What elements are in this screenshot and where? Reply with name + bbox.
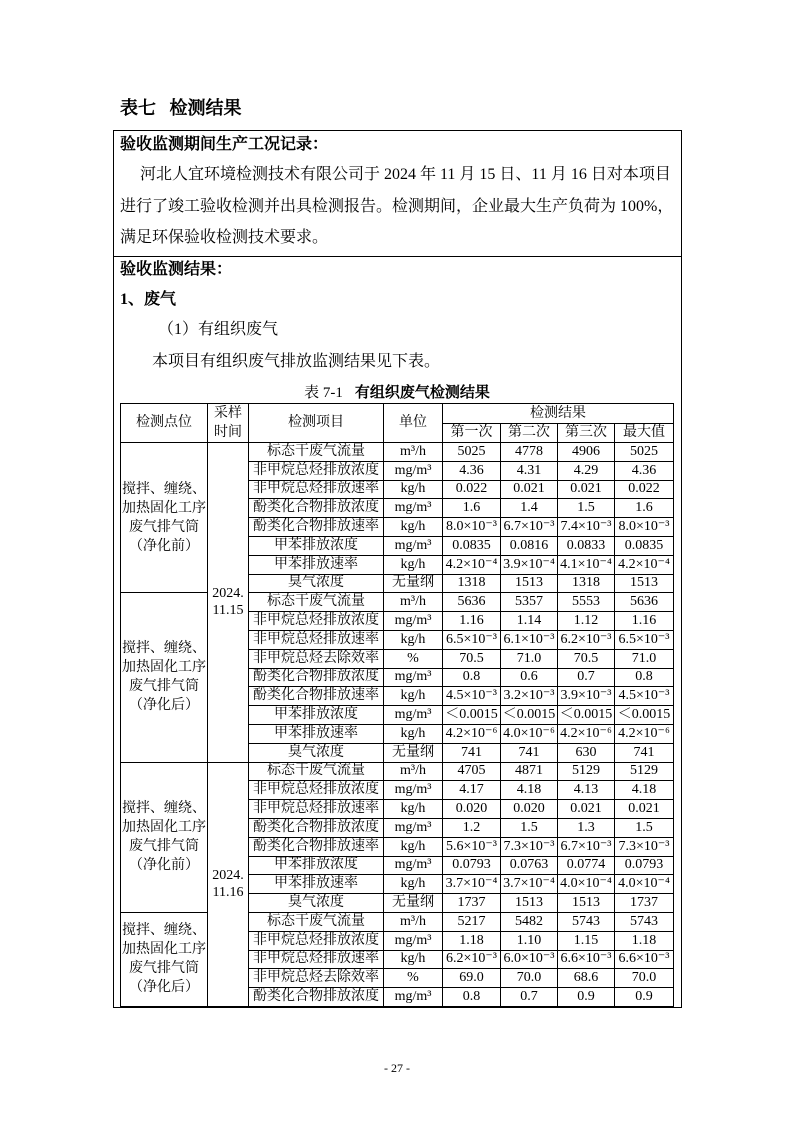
max-value-cell: 0.022	[615, 480, 674, 499]
max-value-cell: 1.6	[615, 499, 674, 518]
result-value-cell: 4705	[443, 762, 501, 781]
test-item-cell: 非甲烷总烃排放浓度	[249, 931, 384, 950]
unit-cell: 无量纲	[384, 743, 443, 762]
test-item-cell: 酚类化合物排放浓度	[249, 988, 384, 1007]
sampling-point-cell	[121, 762, 208, 912]
test-item-cell: 非甲烷总烃排放浓度	[249, 781, 384, 800]
result-value-cell: 0.022	[443, 480, 501, 499]
sampling-point-label-line: 废气排气筒	[129, 519, 199, 535]
result-value-cell: 68.6	[558, 969, 615, 988]
test-item-cell: 酚类化合物排放浓度	[249, 668, 384, 687]
test-item-cell: 酚类化合物排放速率	[249, 837, 384, 856]
test-item-cell: 标态干废气流量	[249, 912, 384, 931]
result-value-cell: 1.16	[443, 612, 501, 631]
result-value-cell: 4.31	[501, 461, 558, 480]
result-value-cell: 1.6	[443, 499, 501, 518]
result-value-cell: 1.15	[558, 931, 615, 950]
production-heading: 验收监测期间生产工况记录：	[120, 136, 329, 153]
result-value-cell: 4.13	[558, 781, 615, 800]
unit-cell: m³/h	[384, 443, 443, 462]
result-value-cell: 1.12	[558, 612, 615, 631]
result-value-cell: 1.5	[501, 818, 558, 837]
sampling-point-label-line: （净化后）	[129, 980, 199, 996]
sampling-point-label-line: 加热固化工序	[122, 942, 206, 958]
result-value-cell: 1737	[443, 894, 501, 913]
result-value-cell: 0.0833	[558, 536, 615, 555]
sampling-date-line: 11.15	[212, 603, 244, 619]
max-value-cell: 1.5	[615, 818, 674, 837]
result-value-cell: 7.4×10⁻³	[558, 518, 615, 537]
unit-cell: kg/h	[384, 480, 443, 499]
test-item-cell: 酚类化合物排放速率	[249, 687, 384, 706]
result-value-cell: 0.0816	[501, 536, 558, 555]
unit-cell: kg/h	[384, 724, 443, 743]
header-run-second: 第二次	[501, 424, 558, 443]
test-item-cell: 非甲烷总烃排放浓度	[249, 612, 384, 631]
result-value-cell: 0.0793	[443, 856, 501, 875]
max-value-cell: 4.5×10⁻³	[615, 687, 674, 706]
test-item-cell: 标态干废气流量	[249, 762, 384, 781]
result-value-cell: ＜0.0015	[443, 706, 501, 725]
header-unit: 单位	[384, 404, 443, 443]
result-value-cell: 5743	[558, 912, 615, 931]
result-value-cell: 1.5	[558, 499, 615, 518]
result-value-cell: 5482	[501, 912, 558, 931]
result-value-cell: 0.6	[501, 668, 558, 687]
header-item: 检测项目	[249, 404, 384, 443]
unit-cell: mg/m³	[384, 668, 443, 687]
max-value-cell: 1513	[615, 574, 674, 593]
sampling-point-label-line: （净化前）	[129, 858, 199, 874]
table-row	[121, 912, 674, 931]
sampling-point-label-line: 搅拌、缠绕、	[122, 481, 206, 497]
unit-cell: mg/m³	[384, 856, 443, 875]
result-value-cell: 1513	[558, 894, 615, 913]
header-sampling-time-line: 时间	[214, 425, 242, 440]
unit-cell: kg/h	[384, 687, 443, 706]
test-item-cell: 酚类化合物排放浓度	[249, 499, 384, 518]
results-heading: 验收监测结果：	[120, 261, 233, 278]
production-paragraph-line: 进行了竣工验收检测并出具检测报告。检测期间，企业最大生产负荷为 100%，	[120, 198, 674, 215]
result-value-cell: 0.021	[501, 480, 558, 499]
max-value-cell: 4.2×10⁻⁶	[615, 724, 674, 743]
result-value-cell: 741	[443, 743, 501, 762]
sampling-date-line: 11.16	[212, 885, 244, 901]
unit-cell: mg/m³	[384, 818, 443, 837]
unit-cell: kg/h	[384, 950, 443, 969]
max-value-cell: 70.0	[615, 969, 674, 988]
result-value-cell: 0.0835	[443, 536, 501, 555]
sampling-point-label-line: 废气排气筒	[129, 839, 199, 855]
organized-exhaust-heading: （1）有组织废气	[158, 321, 279, 338]
result-value-cell: 0.0763	[501, 856, 558, 875]
sampling-point-label-line: 加热固化工序	[122, 500, 206, 516]
result-value-cell: 3.2×10⁻³	[501, 687, 558, 706]
unit-cell: m³/h	[384, 593, 443, 612]
result-value-cell: 5553	[558, 593, 615, 612]
result-value-cell: 1513	[501, 894, 558, 913]
result-value-cell: 0.7	[501, 988, 558, 1007]
unit-cell: kg/h	[384, 837, 443, 856]
unit-cell: mg/m³	[384, 988, 443, 1007]
unit-cell: mg/m³	[384, 781, 443, 800]
max-value-cell: 0.8	[615, 668, 674, 687]
table-header-row	[121, 404, 674, 424]
max-value-cell: 5129	[615, 762, 674, 781]
result-value-cell: 4.17	[443, 781, 501, 800]
sampling-date-cell	[208, 443, 249, 763]
unit-cell: kg/h	[384, 875, 443, 894]
header-results: 检测结果	[443, 404, 674, 424]
result-value-cell: 6.2×10⁻³	[558, 630, 615, 649]
production-paragraph-line: 河北人宜环境检测技术有限公司于 2024 年 11 月 15 日、11 月 16 日对本项目	[140, 166, 671, 183]
unit-cell: 无量纲	[384, 894, 443, 913]
result-value-cell: 70.5	[443, 649, 501, 668]
max-value-cell: 4.18	[615, 781, 674, 800]
table-intro-text: 本项目有组织废气排放监测结果见下表。	[152, 353, 441, 370]
max-value-cell: 0.021	[615, 800, 674, 819]
unit-cell: mg/m³	[384, 706, 443, 725]
result-value-cell: 4.18	[501, 781, 558, 800]
result-value-cell: ＜0.0015	[501, 706, 558, 725]
sampling-date-cell	[208, 762, 249, 1006]
result-value-cell: 741	[501, 743, 558, 762]
result-value-cell: 6.7×10⁻³	[501, 518, 558, 537]
test-item-cell: 非甲烷总烃去除效率	[249, 649, 384, 668]
sampling-point-label-line: 搅拌、缠绕、	[122, 641, 206, 657]
header-max-value: 最大值	[615, 424, 674, 443]
result-value-cell: 0.021	[558, 800, 615, 819]
result-value-cell: 1.14	[501, 612, 558, 631]
max-value-cell: 7.3×10⁻³	[615, 837, 674, 856]
result-value-cell: 0.9	[558, 988, 615, 1007]
section-divider	[113, 256, 682, 257]
test-item-cell: 甲苯排放速率	[249, 555, 384, 574]
result-value-cell: 0.0774	[558, 856, 615, 875]
result-value-cell: 4.2×10⁻⁶	[443, 724, 501, 743]
result-value-cell: 5129	[558, 762, 615, 781]
test-item-cell: 甲苯排放浓度	[249, 706, 384, 725]
max-value-cell: 6.5×10⁻³	[615, 630, 674, 649]
test-item-cell: 非甲烷总烃去除效率	[249, 969, 384, 988]
table-caption	[0, 384, 794, 402]
header-run-first: 第一次	[443, 424, 501, 443]
header-sampling-time-line: 采样	[214, 406, 242, 421]
result-value-cell: 3.7×10⁻⁴	[501, 875, 558, 894]
result-value-cell: 1.18	[443, 931, 501, 950]
unit-cell: m³/h	[384, 912, 443, 931]
header-sampling-time	[208, 404, 249, 443]
result-value-cell: 0.020	[501, 800, 558, 819]
table-row	[121, 762, 674, 781]
unit-cell: mg/m³	[384, 499, 443, 518]
result-value-cell: 1513	[501, 574, 558, 593]
test-item-cell: 甲苯排放浓度	[249, 856, 384, 875]
unit-cell: kg/h	[384, 800, 443, 819]
result-value-cell: 1.10	[501, 931, 558, 950]
result-value-cell: 70.5	[558, 649, 615, 668]
test-item-cell: 臭气浓度	[249, 574, 384, 593]
test-item-cell: 酚类化合物排放速率	[249, 518, 384, 537]
test-item-cell: 甲苯排放速率	[249, 724, 384, 743]
max-value-cell: 0.0835	[615, 536, 674, 555]
sampling-date-line: 2024.	[212, 586, 244, 602]
result-value-cell: 8.0×10⁻³	[443, 518, 501, 537]
max-value-cell: 5636	[615, 593, 674, 612]
result-value-cell: 3.9×10⁻⁴	[501, 555, 558, 574]
test-item-cell: 非甲烷总烃排放速率	[249, 630, 384, 649]
production-paragraph-line: 满足环保验收检测技术要求。	[120, 229, 329, 246]
sampling-point-cell	[121, 443, 208, 593]
max-value-cell: 4.0×10⁻⁴	[615, 875, 674, 894]
result-value-cell: 630	[558, 743, 615, 762]
result-value-cell: 1318	[443, 574, 501, 593]
result-value-cell: 4778	[501, 443, 558, 462]
max-value-cell: 4.2×10⁻⁴	[615, 555, 674, 574]
sampling-point-cell	[121, 912, 208, 1006]
result-value-cell: 4.2×10⁻⁶	[558, 724, 615, 743]
result-value-cell: 4.0×10⁻⁴	[558, 875, 615, 894]
sampling-point-label-line: （净化后）	[129, 698, 199, 714]
max-value-cell: 0.0793	[615, 856, 674, 875]
unit-cell: kg/h	[384, 518, 443, 537]
result-value-cell: 6.6×10⁻³	[558, 950, 615, 969]
page-title: 表七 检测结果	[120, 98, 242, 118]
result-value-cell: 4.1×10⁻⁴	[558, 555, 615, 574]
results-table-body	[121, 443, 674, 1007]
result-value-cell: 1318	[558, 574, 615, 593]
table-caption-title: 有组织废气检测结果	[354, 385, 490, 401]
result-value-cell: 5636	[443, 593, 501, 612]
sampling-point-label-line: 搅拌、缠绕、	[122, 923, 206, 939]
test-item-cell: 非甲烷总烃排放速率	[249, 800, 384, 819]
max-value-cell: ＜0.0015	[615, 706, 674, 725]
result-value-cell: 0.8	[443, 988, 501, 1007]
result-value-cell: 6.0×10⁻³	[501, 950, 558, 969]
test-item-cell: 酚类化合物排放浓度	[249, 818, 384, 837]
sampling-date-line: 2024.	[212, 868, 244, 884]
test-item-cell: 标态干废气流量	[249, 443, 384, 462]
table-caption-number: 表 7-1	[304, 385, 343, 401]
result-value-cell: 6.7×10⁻³	[558, 837, 615, 856]
result-value-cell: 3.7×10⁻⁴	[443, 875, 501, 894]
result-value-cell: 0.7	[558, 668, 615, 687]
results-table	[120, 403, 674, 1007]
result-value-cell: 4.5×10⁻³	[443, 687, 501, 706]
result-value-cell: 1.4	[501, 499, 558, 518]
unit-cell: mg/m³	[384, 461, 443, 480]
max-value-cell: 1.16	[615, 612, 674, 631]
sampling-point-label-line: （净化前）	[129, 538, 199, 554]
result-value-cell: 6.2×10⁻³	[443, 950, 501, 969]
result-value-cell: 1.3	[558, 818, 615, 837]
exhaust-gas-heading: 1、废气	[120, 291, 177, 308]
result-value-cell: 0.8	[443, 668, 501, 687]
result-value-cell: 0.020	[443, 800, 501, 819]
max-value-cell: 4.36	[615, 461, 674, 480]
max-value-cell: 0.9	[615, 988, 674, 1007]
unit-cell: mg/m³	[384, 931, 443, 950]
sampling-point-label-line: 废气排气筒	[129, 679, 199, 695]
result-value-cell: 4.36	[443, 461, 501, 480]
result-value-cell: 70.0	[501, 969, 558, 988]
max-value-cell: 1.18	[615, 931, 674, 950]
sampling-point-cell	[121, 593, 208, 762]
result-value-cell: 71.0	[501, 649, 558, 668]
test-item-cell: 非甲烷总烃排放速率	[249, 480, 384, 499]
unit-cell: mg/m³	[384, 612, 443, 631]
test-item-cell: 臭气浓度	[249, 743, 384, 762]
max-value-cell: 5743	[615, 912, 674, 931]
result-value-cell: 3.9×10⁻³	[558, 687, 615, 706]
unit-cell: m³/h	[384, 762, 443, 781]
max-value-cell: 741	[615, 743, 674, 762]
result-value-cell: 69.0	[443, 969, 501, 988]
max-value-cell: 1737	[615, 894, 674, 913]
result-value-cell: 4871	[501, 762, 558, 781]
test-item-cell: 臭气浓度	[249, 894, 384, 913]
result-value-cell: 7.3×10⁻³	[501, 837, 558, 856]
result-value-cell: 4.29	[558, 461, 615, 480]
test-item-cell: 非甲烷总烃排放速率	[249, 950, 384, 969]
result-value-cell: 4906	[558, 443, 615, 462]
header-run-third: 第三次	[558, 424, 615, 443]
test-item-cell: 非甲烷总烃排放浓度	[249, 461, 384, 480]
unit-cell: %	[384, 649, 443, 668]
max-value-cell: 71.0	[615, 649, 674, 668]
sampling-point-label-line: 搅拌、缠绕、	[122, 801, 206, 817]
result-value-cell: 6.1×10⁻³	[501, 630, 558, 649]
sampling-point-label-line: 废气排气筒	[129, 961, 199, 977]
result-value-cell: ＜0.0015	[558, 706, 615, 725]
result-value-cell: 5217	[443, 912, 501, 931]
test-item-cell: 甲苯排放浓度	[249, 536, 384, 555]
unit-cell: mg/m³	[384, 536, 443, 555]
result-value-cell: 1.2	[443, 818, 501, 837]
max-value-cell: 6.6×10⁻³	[615, 950, 674, 969]
max-value-cell: 8.0×10⁻³	[615, 518, 674, 537]
table-row	[121, 443, 674, 462]
test-item-cell: 标态干废气流量	[249, 593, 384, 612]
result-value-cell: 4.0×10⁻⁶	[501, 724, 558, 743]
unit-cell: kg/h	[384, 555, 443, 574]
table-row	[121, 593, 674, 612]
sampling-point-label-line: 加热固化工序	[122, 820, 206, 836]
unit-cell: 无量纲	[384, 574, 443, 593]
header-point: 检测点位	[121, 404, 208, 443]
result-value-cell: 5.6×10⁻³	[443, 837, 501, 856]
test-item-cell: 甲苯排放速率	[249, 875, 384, 894]
result-value-cell: 5025	[443, 443, 501, 462]
result-value-cell: 5357	[501, 593, 558, 612]
result-value-cell: 4.2×10⁻⁴	[443, 555, 501, 574]
result-value-cell: 0.021	[558, 480, 615, 499]
page-number: - 27 -	[384, 1061, 410, 1075]
unit-cell: %	[384, 969, 443, 988]
result-value-cell: 6.5×10⁻³	[443, 630, 501, 649]
unit-cell: kg/h	[384, 630, 443, 649]
max-value-cell: 5025	[615, 443, 674, 462]
sampling-point-label-line: 加热固化工序	[122, 660, 206, 676]
